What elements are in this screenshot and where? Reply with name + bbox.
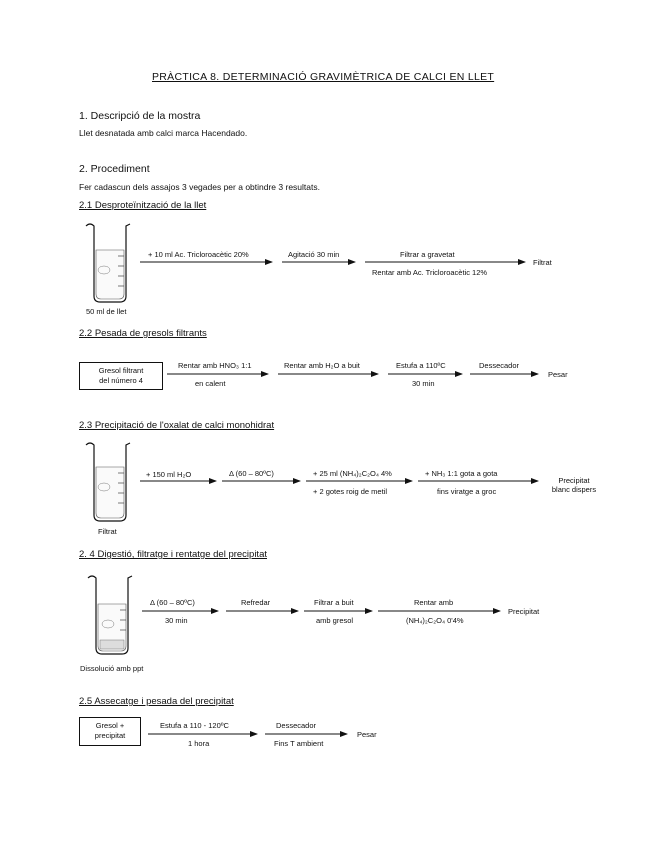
- s21-step2: Agitació 30 min: [288, 250, 340, 259]
- s25-step1-top: Estufa a 110 - 120ºC: [160, 721, 229, 730]
- s22-result: Pesar: [548, 370, 568, 379]
- s22-step3-bottom: 30 min: [412, 379, 435, 388]
- s22-step1-bottom: en calent: [195, 379, 226, 388]
- beaker-label: Filtrat: [98, 527, 117, 536]
- s22-step1-top: Rentar amb HNO₃ 1:1: [178, 361, 252, 370]
- s23-result: [540, 476, 608, 494]
- crucible-box-line2: del número 4: [99, 376, 143, 385]
- beaker-icon: [84, 441, 134, 523]
- s23-step4-bottom: fins viratge a groc: [437, 487, 497, 496]
- crucible-box-line1: Gresol filtrant: [98, 366, 144, 375]
- s24-step1-top: Δ (60 – 80ºC): [150, 598, 195, 607]
- section-1-heading: 1. Descripció de la mostra: [79, 110, 201, 122]
- section-2-5-heading: 2.5 Assecatge i pesada del precipitat: [79, 696, 234, 707]
- beaker-with-precipitate-icon: [86, 574, 136, 656]
- s23-step3-bottom: + 2 gotes roig de metil: [313, 487, 388, 496]
- s23-step4-top: + NH₃ 1:1 gota a gota: [425, 469, 498, 478]
- s23-step2: Δ (60 – 80ºC): [229, 469, 274, 478]
- crucible-precipitate-box: [79, 717, 141, 746]
- s22-step4-top: Dessecador: [479, 361, 520, 370]
- section-2-heading: 2. Procediment: [79, 163, 150, 175]
- s21-step1: + 10 ml Ac. Tricloroacètic 20%: [148, 250, 249, 259]
- s21-result: Filtrat: [533, 258, 552, 267]
- section-2-2-heading: 2.2 Pesada de gresols filtrants: [79, 328, 207, 339]
- section-2-1-heading: 2.1 Desproteïnització de la llet: [79, 200, 207, 211]
- beaker-label: 50 ml de llet: [86, 307, 127, 316]
- crucible-box: [79, 362, 163, 390]
- s24-step2-top: Refredar: [241, 598, 271, 607]
- s24-step4-bottom: (NH₄)₂C₂O₄ 0'4%: [406, 616, 464, 625]
- s23-result-line2: blanc dispers: [551, 485, 597, 494]
- s25-step1-bottom: 1 hora: [188, 739, 210, 748]
- s24-step4-top: Rentar amb: [414, 598, 454, 607]
- crucible-precipitate-line2: precipitat: [94, 731, 126, 740]
- section-2-text: Fer cadascun dels assajos 3 vegades per a obtindre 3 resultats.: [79, 182, 320, 192]
- section-2-3-heading: 2.3 Precipitació de l'oxalat de calci monohidrat: [79, 420, 275, 431]
- s25-step2-bottom: Fins T ambient: [274, 739, 324, 748]
- s21-step3-top: Filtrar a gravetat: [400, 250, 455, 259]
- s25-step2-top: Dessecador: [276, 721, 317, 730]
- s22-step3-top: Estufa a 110ºC: [396, 361, 446, 370]
- s21-step3-bottom: Rentar amb Ac. Tricloroacètic 12%: [372, 268, 488, 277]
- s24-step1-bottom: 30 min: [165, 616, 188, 625]
- s23-step3-top: + 25 ml (NH₄)₂C₂O₄ 4%: [313, 469, 392, 478]
- s22-step2-top: Rentar amb H₂O a buit: [284, 361, 360, 370]
- s23-result-line1: Precipitat: [558, 476, 590, 485]
- s24-step3-bottom: amb gresol: [316, 616, 354, 625]
- s24-step3-top: Filtrar a buit: [314, 598, 354, 607]
- page-title: PRÀCTICA 8. DETERMINACIÓ GRAVIMÈTRICA DE CALCI EN LLET: [152, 71, 495, 83]
- section-2-4-heading: 2. 4 Digestió, filtratge i rentatge del precipitat: [79, 549, 267, 560]
- section-1-text: Llet desnatada amb calci marca Hacendado.: [79, 128, 248, 138]
- beaker-label: Dissolució amb ppt: [80, 664, 144, 673]
- s24-result: Precipitat: [508, 607, 540, 616]
- crucible-precipitate-line1: Gresol +: [95, 721, 125, 730]
- s25-result: Pesar: [357, 730, 377, 739]
- s23-step1: + 150 ml H₂O: [146, 470, 192, 479]
